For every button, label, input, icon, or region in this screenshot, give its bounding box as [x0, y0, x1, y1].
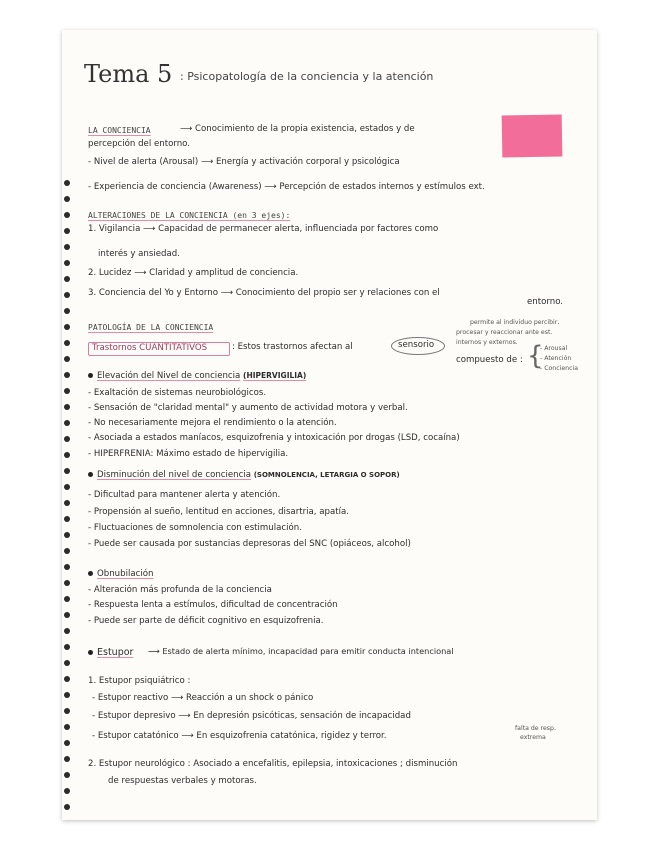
spiral-hole [64, 692, 70, 698]
elevacion-item: - HIPERFRENIA: Máximo estado de hipervigilia. [88, 449, 289, 459]
spiral-hole [64, 628, 70, 634]
disminucion-tag: (SOMNOLENCIA, LETARGIA O SOPOR) [253, 471, 400, 479]
compuesto-bracket: { [527, 341, 544, 371]
obnubilacion-heading [88, 569, 153, 580]
spiral-hole [64, 564, 70, 570]
spiral-hole [64, 660, 70, 666]
spiral-hole [64, 260, 70, 266]
estupor-heading [88, 647, 133, 659]
disminucion-heading [88, 470, 400, 481]
catatonico-note: falta de resp. [515, 725, 556, 732]
catatonico-note: extrema [520, 734, 546, 741]
spiral-hole [64, 436, 70, 442]
alteraciones-item: 3. Conciencia del Yo y Entorno ⟶ Conocimiento del propio ser y relaciones con el [88, 288, 440, 298]
page-subtitle: : Psicopatología de la conciencia y la atención [180, 70, 434, 83]
sensorio-word: sensorio [398, 340, 435, 350]
spiral-hole [64, 532, 70, 538]
alteraciones-heading: ALTERACIONES DE LA CONCIENCIA (en 3 ejes): [88, 211, 291, 220]
elevacion-item: - Sensación de "claridad mental" y aumento de actividad motora y verbal. [88, 403, 408, 413]
spiral-hole [64, 324, 70, 330]
spiral-hole [64, 276, 70, 282]
spiral-hole [64, 468, 70, 474]
disminucion-item: - Fluctuaciones de somnolencia con estimulación. [88, 523, 302, 533]
trastornos-text: : Estos trastornos afectan al [232, 342, 353, 352]
spiral-hole [64, 788, 70, 794]
patologia-heading: PATOLOGÍA DE LA CONCIENCIA [88, 323, 214, 332]
bullet-dot [88, 373, 93, 378]
compuesto-item: - Arousal [540, 345, 568, 352]
compuesto-label: compuesto de : [456, 355, 523, 365]
obnubilacion-item: - Puede ser parte de déficit cognitivo en esquizofrenia. [88, 616, 324, 626]
bullet-dot [88, 472, 93, 477]
trastornos-label: Trastornos CUANTITATIVOS [92, 343, 208, 353]
disminucion-item: - Dificultad para mantener alerta y atención. [88, 490, 281, 500]
disminucion-item: - Puede ser causada por sustancias depresoras del SNC (opiáceos, alcohol) [88, 539, 411, 549]
spiral-hole [64, 196, 70, 202]
spiral-hole [64, 228, 70, 234]
sticky-note [502, 114, 563, 157]
elevacion-tag: (HIPERVIGILIA) [243, 371, 307, 380]
patologia-note: internos y externos. [456, 339, 518, 346]
spiral-hole [64, 452, 70, 458]
spiral-hole [64, 244, 70, 250]
elevacion-heading [88, 370, 306, 382]
spiral-hole [64, 356, 70, 362]
spiral-hole [64, 548, 70, 554]
estupor-title: Estupor [97, 647, 134, 658]
patologia-note: procesar y reaccionar ante est. [456, 329, 553, 336]
spiral-hole [64, 420, 70, 426]
estupor-definition: ⟶ Estado de alerta mínimo, incapacidad para emitir conducta intencional [148, 646, 454, 656]
spiral-hole [64, 516, 70, 522]
conciencia-item: - Experiencia de conciencia (Awareness) ⟶ Percepción de estados internos y estímulos ext. [88, 182, 485, 192]
spiral-hole [64, 756, 70, 762]
estupor-neurologico-cont: de respuestas verbales y motoras. [108, 776, 257, 786]
obnubilacion-title: Obnubilación [97, 569, 154, 579]
estupor-psiquiatrico: 1. Estupor psiquiátrico : [88, 676, 191, 686]
compuesto-item: - Atención [540, 355, 572, 362]
estupor-item: - Estupor depresivo ⟶ En depresión psicóticas, sensación de incapacidad [92, 711, 411, 721]
spiral-hole [64, 372, 70, 378]
spiral-hole [64, 596, 70, 602]
bullet-dot [88, 650, 93, 655]
conciencia-heading: LA CONCIENCIA [88, 126, 151, 135]
spiral-hole [64, 308, 70, 314]
spiral-hole [64, 804, 70, 810]
spiral-holes [62, 180, 72, 820]
conciencia-definition-cont: percepción del entorno. [88, 139, 190, 149]
spiral-hole [64, 388, 70, 394]
bullet-dot [88, 571, 93, 576]
estupor-item: - Estupor catatónico ⟶ En esquizofrenia catatónica, rigidez y terror. [92, 731, 387, 741]
spiral-hole [64, 724, 70, 730]
obnubilacion-item: - Alteración más profunda de la conciencia [88, 585, 272, 595]
spiral-hole [64, 708, 70, 714]
conciencia-definition: ⟶ Conocimiento de la propia existencia, estados y de [180, 124, 415, 134]
spiral-hole [64, 772, 70, 778]
estupor-item: - Estupor reactivo ⟶ Reacción a un shock o pánico [92, 693, 314, 703]
estupor-neurologico: 2. Estupor neurológico : Asociado a encefalitis, epilepsia, intoxicaciones ; disminución [88, 759, 458, 769]
spiral-hole [64, 340, 70, 346]
obnubilacion-item: - Respuesta lenta a estímulos, dificultad de concentración [88, 600, 338, 610]
spiral-hole [64, 644, 70, 650]
alteraciones-item: 2. Lucidez ⟶ Claridad y amplitud de conciencia. [88, 268, 299, 278]
elevacion-item: - Exaltación de sistemas neurobiológicos. [88, 388, 267, 398]
spiral-hole [64, 676, 70, 682]
compuesto-item: - Conciencia [540, 365, 578, 372]
page-title: Tema 5 [84, 60, 173, 88]
spiral-hole [64, 212, 70, 218]
spiral-hole [64, 484, 70, 490]
elevacion-item: - Asociada a estados maníacos, esquizofrenia y intoxicación por drogas (LSD, cocaína) [88, 433, 460, 443]
spiral-hole [64, 500, 70, 506]
spiral-hole [64, 580, 70, 586]
elevacion-item: - No necesariamente mejora el rendimiento o la atención. [88, 418, 337, 428]
elevacion-title: Elevación del Nivel de conciencia [97, 371, 241, 381]
disminucion-item: - Propensión al sueño, lentitud en acciones, disartria, apatía. [88, 507, 349, 517]
spiral-hole [64, 740, 70, 746]
spiral-hole [64, 180, 70, 186]
spiral-hole [64, 404, 70, 410]
spiral-hole [64, 292, 70, 298]
disminucion-title: Disminución del nivel de conciencia [97, 470, 251, 480]
spiral-hole [64, 612, 70, 618]
conciencia-item: - Nivel de alerta (Arousal) ⟶ Energía y activación corporal y psicológica [88, 157, 400, 167]
patologia-note: permite al individuo percibir, [470, 319, 560, 326]
alteraciones-item-cont: entorno. [527, 297, 564, 307]
alteraciones-item: 1. Vigilancia ⟶ Capacidad de permanecer alerta, influenciada por factores como [88, 224, 439, 234]
alteraciones-item-cont: interés y ansiedad. [98, 249, 180, 259]
